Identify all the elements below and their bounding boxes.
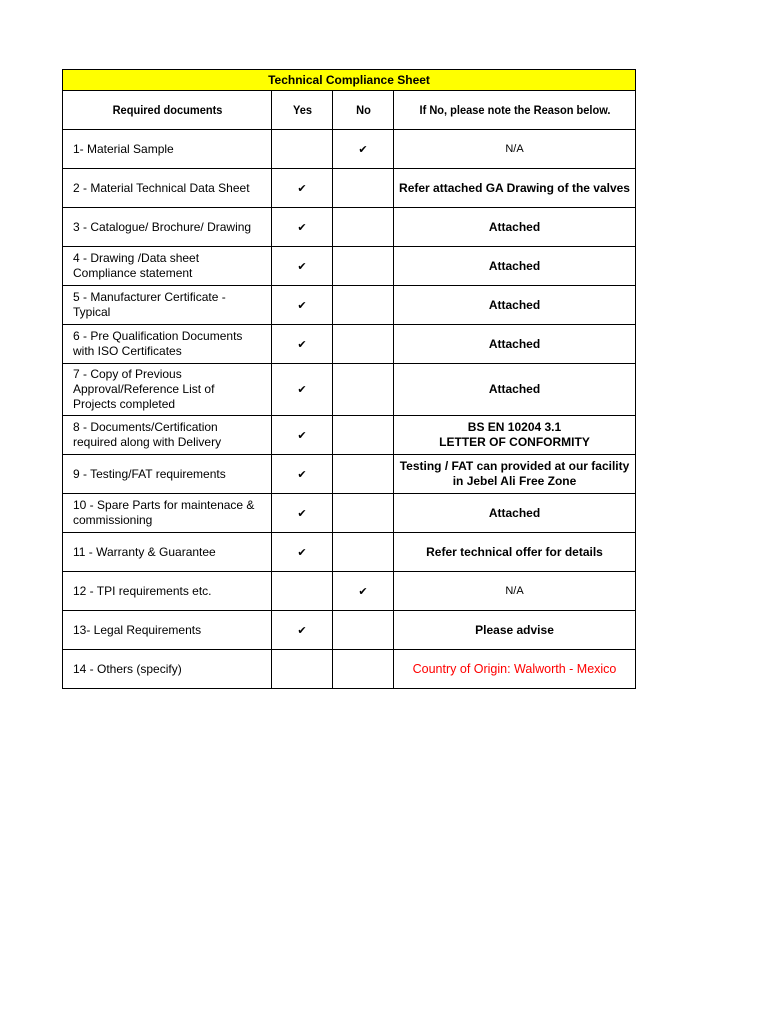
reason-line: Attached	[488, 219, 541, 234]
reason-cell	[394, 169, 636, 208]
document-name-line: required along with Delivery	[73, 435, 222, 449]
document-name-line: Typical	[73, 305, 111, 319]
document-name-cell	[63, 364, 272, 416]
table-row	[63, 650, 636, 689]
no-cell	[333, 364, 394, 416]
table-row	[63, 130, 636, 169]
document-name-cell	[63, 611, 272, 650]
document-name-cell	[63, 247, 272, 286]
document-name-line: with ISO Certificates	[73, 344, 182, 358]
document-name-cell	[63, 208, 272, 247]
header-required-documents: Required documents	[71, 91, 263, 130]
reason-cell	[394, 494, 636, 533]
reason-cell	[394, 572, 636, 611]
document-name-line: 5 - Manufacturer Certificate -	[73, 290, 226, 304]
reason-cell	[394, 247, 636, 286]
check-mark-icon: ✔	[297, 220, 307, 234]
document-name-line: 4 - Drawing /Data sheet	[73, 251, 200, 265]
yes-cell	[272, 455, 333, 494]
reason-cell	[394, 416, 636, 455]
document-name-cell	[63, 169, 272, 208]
document-name-line: Projects completed	[73, 397, 176, 411]
document-name-line: commissioning	[73, 513, 153, 527]
reason-cell	[394, 286, 636, 325]
check-mark-icon: ✔	[297, 259, 307, 273]
yes-cell	[272, 169, 333, 208]
compliance-table	[62, 69, 636, 689]
yes-cell	[272, 650, 333, 689]
table-row	[63, 247, 636, 286]
no-cell	[333, 247, 394, 286]
reason-cell	[394, 364, 636, 416]
header-yes: Yes	[274, 91, 330, 130]
document-name-line: 1- Material Sample	[73, 141, 174, 156]
reason-line: Refer attached GA Drawing of the valves	[399, 180, 630, 195]
document-name-line: 12 - TPI requirements etc.	[73, 583, 212, 598]
yes-cell	[272, 130, 333, 169]
yes-cell	[272, 325, 333, 364]
document-name-cell	[63, 130, 272, 169]
no-cell	[333, 130, 394, 169]
table-row	[63, 533, 636, 572]
title-row	[63, 70, 636, 91]
document-name-cell	[63, 455, 272, 494]
no-cell	[333, 455, 394, 494]
table-row	[63, 455, 636, 494]
document-name-line: 7 - Copy of Previous	[73, 367, 182, 381]
check-mark-icon: ✔	[297, 506, 307, 520]
reason-line: Attached	[488, 297, 541, 312]
reason-line: Please advise	[475, 622, 554, 637]
reason-line: LETTER OF CONFORMITY	[439, 435, 590, 449]
check-mark-icon: ✔	[358, 584, 368, 598]
check-mark-icon: ✔	[297, 298, 307, 312]
yes-cell	[272, 247, 333, 286]
yes-cell	[272, 208, 333, 247]
table-row	[63, 494, 636, 533]
reason-cell	[394, 455, 636, 494]
yes-cell	[272, 494, 333, 533]
table-row	[63, 325, 636, 364]
reason-line: Refer technical offer for details	[426, 544, 603, 559]
reason-cell	[394, 533, 636, 572]
document-name-line: Compliance statement	[73, 266, 193, 280]
table-row	[63, 364, 636, 416]
document-name-line: 2 - Material Technical Data Sheet	[73, 180, 250, 195]
check-mark-icon: ✔	[297, 623, 307, 637]
table-row	[63, 286, 636, 325]
no-cell	[333, 169, 394, 208]
reason-line: Attached	[488, 336, 541, 351]
check-mark-icon: ✔	[297, 545, 307, 559]
document-name-cell	[63, 416, 272, 455]
no-cell	[333, 572, 394, 611]
no-cell	[333, 286, 394, 325]
check-mark-icon: ✔	[297, 337, 307, 351]
table-row	[63, 208, 636, 247]
document-name-cell	[63, 572, 272, 611]
sheet-title: Technical Compliance Sheet	[63, 70, 636, 91]
document-name-cell	[63, 533, 272, 572]
check-mark-icon: ✔	[297, 467, 307, 481]
reason-cell	[394, 130, 636, 169]
document-name-cell	[63, 494, 272, 533]
document-name-line: 9 - Testing/FAT requirements	[73, 466, 226, 481]
document-name-line: 11 - Warranty & Guarantee	[73, 544, 216, 559]
document-name-line: 8 - Documents/Certification	[73, 420, 218, 434]
document-name-line: 13- Legal Requirements	[73, 622, 202, 637]
reason-cell	[394, 611, 636, 650]
check-mark-icon: ✔	[297, 383, 307, 396]
reason-line: Attached	[488, 505, 541, 520]
check-mark-icon: ✔	[358, 142, 368, 156]
table-row	[63, 611, 636, 650]
document-name-line: 3 - Catalogue/ Brochure/ Drawing	[73, 219, 252, 234]
document-name-cell	[63, 650, 272, 689]
yes-cell	[272, 286, 333, 325]
table-row	[63, 169, 636, 208]
no-cell	[333, 611, 394, 650]
no-cell	[333, 325, 394, 364]
document-name-line: 14 - Others (specify)	[73, 661, 182, 676]
header-row	[63, 91, 636, 130]
no-cell	[333, 650, 394, 689]
table-row	[63, 572, 636, 611]
table-row	[63, 416, 636, 455]
no-cell	[333, 494, 394, 533]
reason-line: Attached	[488, 382, 541, 396]
reason-cell	[394, 208, 636, 247]
yes-cell	[272, 416, 333, 455]
reason-cell	[394, 325, 636, 364]
yes-cell	[272, 611, 333, 650]
yes-cell	[272, 572, 333, 611]
header-reason: If No, please note the Reason below.	[403, 91, 626, 130]
check-mark-icon: ✔	[297, 428, 307, 442]
no-cell	[333, 416, 394, 455]
reason-line: Attached	[488, 258, 541, 273]
reason-line: BS EN 10204 3.1	[467, 420, 562, 434]
no-cell	[333, 208, 394, 247]
reason-line: N/A	[505, 142, 524, 155]
check-mark-icon: ✔	[297, 181, 307, 195]
reason-line: Country of Origin: Walworth - Mexico	[412, 661, 617, 676]
document-name-line: 6 - Pre Qualification Documents	[73, 329, 243, 343]
reason-line: in Jebel Ali Free Zone	[452, 474, 577, 488]
yes-cell	[272, 364, 333, 416]
reason-cell	[394, 650, 636, 689]
no-cell	[333, 533, 394, 572]
header-no: No	[335, 91, 391, 130]
document-name-cell	[63, 286, 272, 325]
document-name-cell	[63, 325, 272, 364]
yes-cell	[272, 533, 333, 572]
reason-line: Testing / FAT can provided at our facility	[399, 459, 630, 473]
reason-line: N/A	[505, 584, 524, 597]
document-name-line: Approval/Reference List of	[73, 382, 215, 396]
document-name-line: 10 - Spare Parts for maintenace &	[73, 498, 255, 512]
